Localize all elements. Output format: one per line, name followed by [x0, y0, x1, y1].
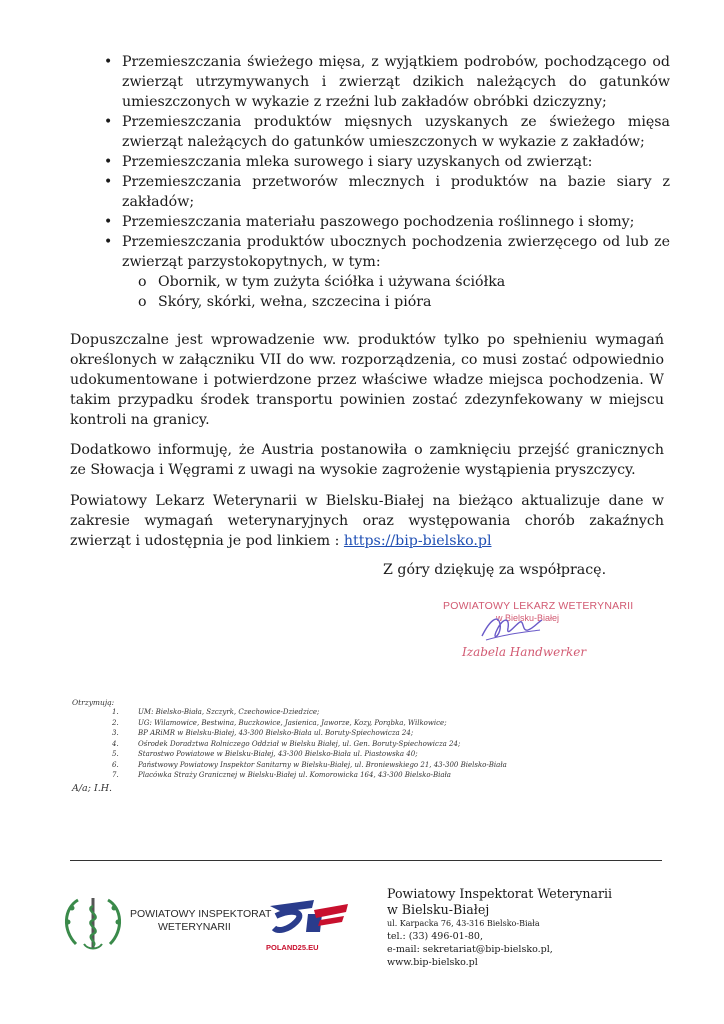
list-item-text: Przemieszczania świeżego mięsa, z wyjątkiem podrobów, pochodzącego od zwierząt utrzymywanych i zwierząt dzikich należących do gatunków umieszczonych w wykazie z rzeźni lub zakładów obróbki dziczyzny; [122, 54, 670, 110]
list-item-text: Przemieszczania mleka surowego i siary uzyskanych od zwierząt: [122, 154, 593, 170]
list-item-text: Przemieszczania produktów ubocznych pochodzenia zwierzęcego od lub ze zwierząt parzystokopytnych, w tym: [122, 234, 670, 270]
footer-divider [70, 860, 662, 861]
list-item [112, 739, 507, 750]
sub-bullet-list [70, 272, 670, 312]
bullet-icon: • [104, 154, 113, 170]
list-item [112, 760, 507, 771]
footer-address [387, 886, 612, 969]
inspectorate-logo-text [130, 908, 271, 934]
list-item-number: 5. [112, 750, 119, 758]
circle-bullet-icon: o [138, 274, 147, 290]
logo-line-1: POWIATOWY INSPEKTORAT [130, 908, 272, 920]
list-item-text: Starostwo Powiatowe w Bielsku-Białej, 43-300 Bielsko-Biała ul. Piastowska 40; [138, 750, 418, 758]
stamp-signatory-name: Izabela Handwerker [462, 645, 587, 659]
address-name-line-2: w Bielsku-Białej [387, 902, 490, 917]
list-item [70, 232, 670, 312]
sub-list-item-text: Obornik, w tym zużyta ściółka i używana ściółka [158, 274, 506, 290]
address-name-line-1: Powiatowy Inspektorat Weterynarii [387, 886, 613, 901]
sub-list-item [70, 292, 670, 312]
list-item [112, 749, 507, 760]
circle-bullet-icon: o [138, 294, 147, 310]
list-item-text: Przemieszczania materiału paszowego pochodzenia roślinnego i słomy; [122, 214, 635, 230]
list-item [70, 52, 670, 112]
sub-list-item [70, 272, 670, 292]
recipients-label: Otrzymują: [72, 698, 115, 707]
list-item-text: BP ARiMR w Bielsku-Białej, 43-300 Bielsko-Biała ul. Boruty-Spiechowicza 24; [138, 729, 414, 737]
list-item-number: 2. [112, 718, 119, 727]
list-item [112, 728, 507, 739]
list-item-number: 6. [112, 760, 119, 769]
bullet-icon: • [104, 234, 113, 250]
signature-image [476, 610, 546, 646]
list-item-text: Przemieszczania produktów mięsnych uzyskanych ze świeżego mięsa zwierząt należących do gatunków umieszczonych w wykazie z zakładów; [122, 114, 670, 150]
list-item [70, 112, 670, 152]
paragraph-updates [70, 491, 664, 551]
list-item-text: Ośrodek Doradztwa Rolniczego Oddział w Bielsku Białej, ul. Gen. Boruty-Spiechowicza 24; [138, 739, 461, 748]
bip-link[interactable]: https://bip-bielsko.pl [343, 533, 492, 549]
list-item-text: UG: Wilamowice, Bestwina, Buczkowice, Jasienica, Jaworze, Kozy, Porąbka, Wilkowice; [138, 718, 447, 727]
list-item-text: Placówka Straży Granicznej w Bielsku-Białej ul. Komorowicka 164, 43-300 Bielsko-Biała [138, 771, 451, 779]
list-item-text: Przemieszczania przetworów mlecznych i produktów na bazie siary z zakładów; [122, 174, 670, 210]
stamp-title: POWIATOWY LEKARZ WETERYNARII [443, 600, 634, 612]
list-item [70, 172, 670, 212]
list-item [70, 212, 670, 232]
recipients-list [112, 707, 507, 781]
veterinary-emblem-icon [58, 892, 128, 954]
list-item-text: UM: Bielsko-Biała, Szczyrk, Czechowice-Dziedzice; [138, 708, 320, 716]
author-initials: A/a; I.H. [72, 783, 113, 794]
bullet-list [70, 52, 670, 312]
bullet-icon: • [104, 54, 113, 70]
poland-presidency-logo-icon [262, 892, 352, 942]
bullet-icon: • [104, 114, 113, 130]
list-item-number: 1. [112, 708, 119, 716]
bullet-icon: • [104, 214, 113, 230]
paragraph-requirements: Dopuszczalne jest wprowadzenie ww. produktów tylko po spełnieniu wymagań określonych w załączniku VII do ww. rozporządzenia, co musi zostać odpowiednio udokumentowane i potwierdzone przez właściwe władze miejsca pochodzenia. W takim przypadku środek transportu powinien zostać zdezynfekowany w miejscu kontroli na granicy. [70, 332, 664, 428]
paragraph-updates-text: Powiatowy Lekarz Weterynarii w Bielsku-Białej na bieżąco aktualizuje dane w zakresie wymagań weterynaryjnych oraz występowania chorób zakaźnych zwierząt i udostępnia je pod linkiem : [70, 493, 664, 549]
bullet-icon: • [104, 174, 113, 190]
stamp-location: w Bielsku-Białej [496, 613, 560, 623]
list-item-number: 7. [112, 771, 119, 779]
closing-text: Z góry dziękuję za współpracę. [383, 562, 607, 578]
logo-line-2: WETERYNARII [158, 921, 231, 933]
list-item [70, 152, 670, 172]
paragraph-austria: Dodatkowo informuję, że Austria postanowiła o zamknięciu przejść granicznych ze Słowacja i Węgrami z uwagi na wysokie zagrożenie wystąpienia pryszczycy. [70, 442, 664, 478]
list-item-number: 3. [112, 729, 119, 737]
list-item-text: Państwowy Powiatowy Inspektor Sanitarny w Bielsku-Białej, ul. Broniewskiego 21, 43-300 Bielsko-Biała [138, 760, 507, 769]
address-website: www.bip-bielsko.pl [387, 957, 478, 968]
sub-list-item-text: Skóry, skórki, wełna, szczecina i pióra [158, 294, 432, 310]
address-phone: tel.: (33) 496-01-80, [387, 931, 483, 942]
list-item [112, 770, 507, 781]
address-email: e-mail: sekretariat@bip-bielsko.pl, [387, 944, 553, 955]
list-item-number: 4. [112, 739, 119, 748]
list-item [112, 718, 507, 729]
list-item [112, 707, 507, 718]
poland-presidency-label: POLAND25.EU [266, 943, 319, 952]
address-street: ul. Karpacka 76, 43-316 Bielsko-Biała [387, 919, 540, 928]
